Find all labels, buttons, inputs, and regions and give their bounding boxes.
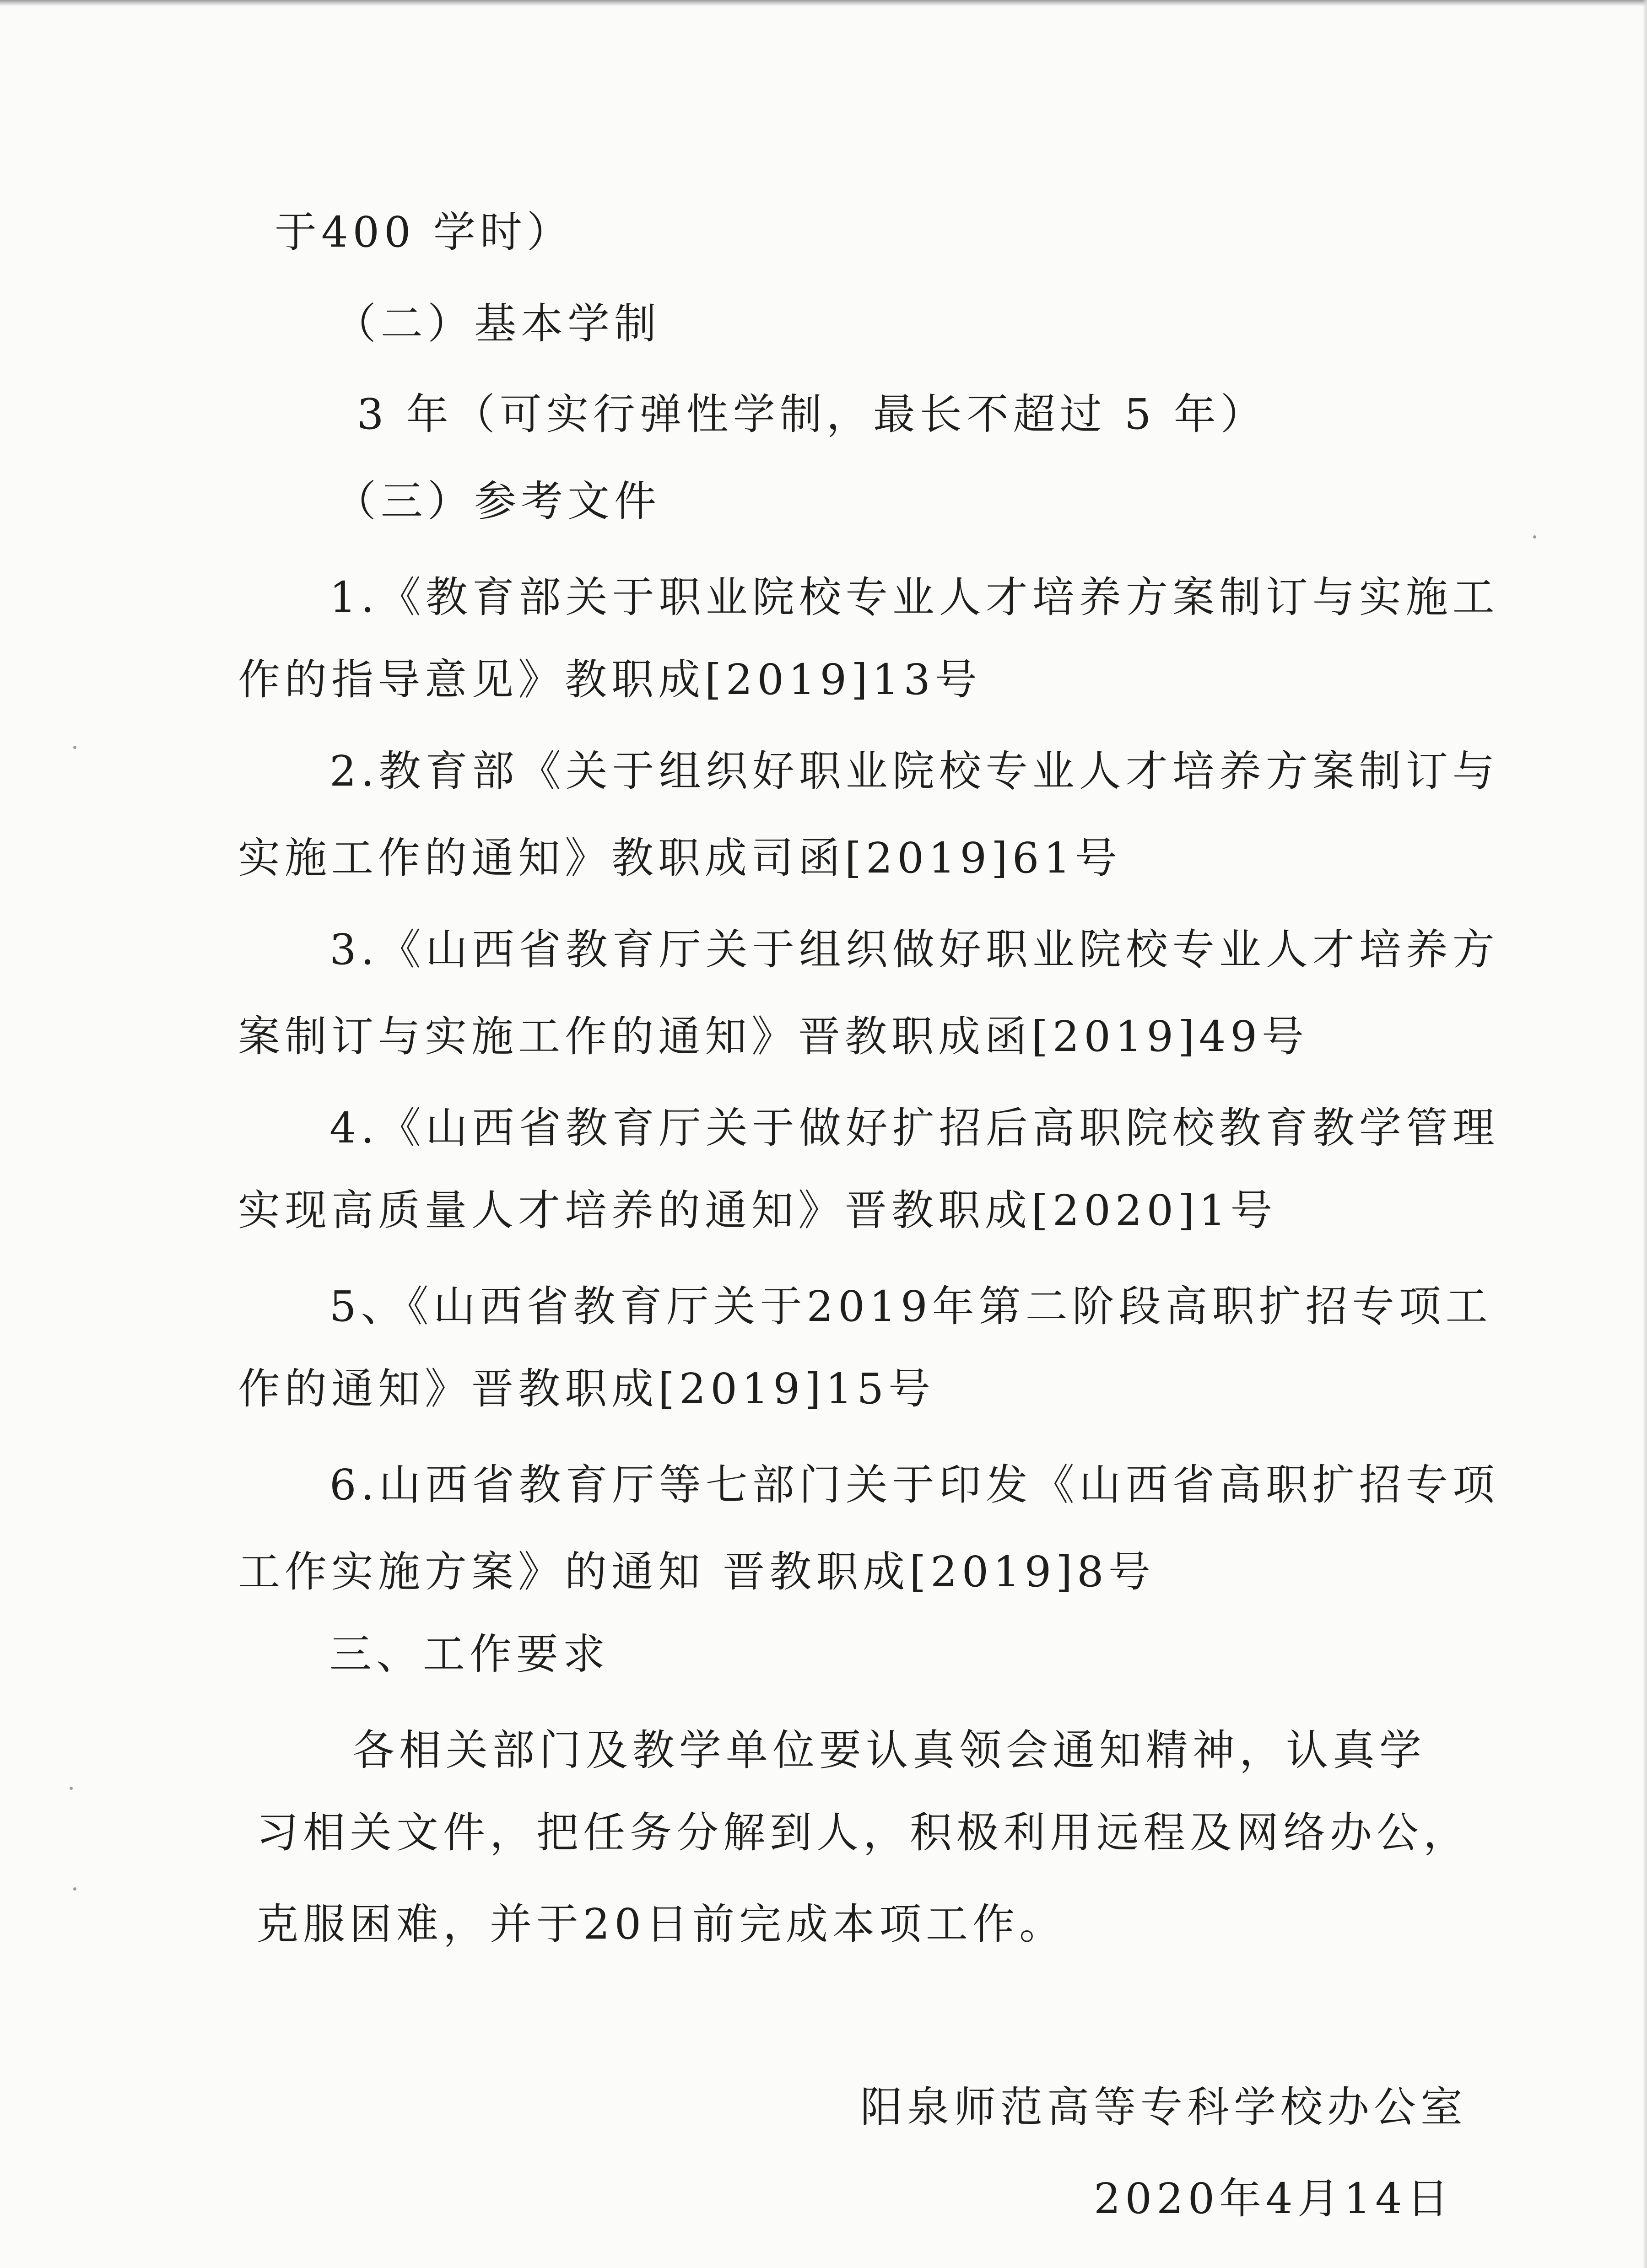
work-requirements-heading: 三、工作要求 xyxy=(329,1630,610,1679)
continuation-text: 于400 学时） xyxy=(275,208,573,257)
scan-right-border xyxy=(1642,0,1647,2268)
section-3-heading: （三）参考文件 xyxy=(334,477,661,526)
scan-speck xyxy=(73,1887,76,1891)
reference-1-line-2: 作的指导意见》教职成[2019]13号 xyxy=(238,655,982,704)
reference-3-line-2: 案制订与实施工作的通知》晋教职成函[2019]49号 xyxy=(238,1012,1308,1061)
reference-1-line-1: 1.《教育部关于职业院校专业人才培养方案制订与实施工 xyxy=(329,573,1499,622)
reference-3-line-1: 3.《山西省教育厅关于组织做好职业院校专业人才培养方 xyxy=(329,925,1499,974)
section-2-text: 3 年（可实行弹性学制，最长不超过 5 年） xyxy=(357,390,1267,439)
scan-top-border xyxy=(0,0,1647,6)
work-requirements-line-3: 克服困难，并于20日前完成本项工作。 xyxy=(256,1900,1066,1949)
scan-speck xyxy=(1533,535,1536,539)
work-requirements-line-1: 各相关部门及教学单位要认真领会通知精神，认真学 xyxy=(352,1726,1426,1775)
issue-date: 2020年4月14日 xyxy=(1094,2174,1453,2223)
reference-5-line-1: 5、《山西省教育厅关于2019年第二阶段高职扩招专项工 xyxy=(329,1282,1492,1331)
section-2-heading: （二）基本学制 xyxy=(334,299,661,348)
issuer-signature: 阳泉师范高等专科学校办公室 xyxy=(860,2083,1468,2132)
reference-2-line-1: 2.教育部《关于组织好职业院校专业人才培养方案制订与 xyxy=(329,747,1499,796)
reference-6-line-2: 工作实施方案》的通知 晋教职成[2019]8号 xyxy=(238,1547,1155,1596)
scan-speck xyxy=(70,1787,73,1790)
reference-6-line-1: 6.山西省教育厅等七部门关于印发《山西省高职扩招专项 xyxy=(329,1460,1499,1509)
work-requirements-line-2: 习相关文件，把任务分解到人，积极利用远程及网络办公， xyxy=(256,1808,1470,1857)
reference-5-line-2: 作的通知》晋教职成[2019]15号 xyxy=(238,1364,935,1413)
reference-4-line-2: 实现高质量人才培养的通知》晋教职成[2020]1号 xyxy=(238,1186,1277,1235)
reference-4-line-1: 4.《山西省教育厅关于做好扩招后高职院校教育教学管理 xyxy=(329,1104,1499,1153)
reference-2-line-2: 实施工作的通知》教职成司函[2019]61号 xyxy=(238,834,1122,883)
scan-speck xyxy=(73,746,76,749)
